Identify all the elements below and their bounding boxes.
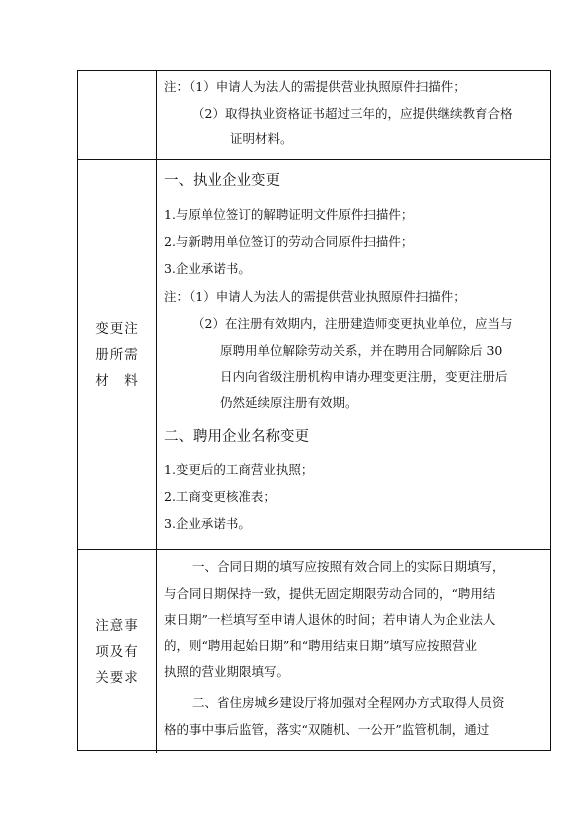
list-item: 1.变更后的工商营业执照； bbox=[164, 462, 314, 477]
row-content-cell bbox=[158, 160, 550, 550]
note-line: （2）取得执业资格证书超过三年的，应提供继续教育合格 bbox=[192, 106, 513, 121]
row-content-cell bbox=[158, 550, 550, 753]
paragraph-line: 束日期”一栏填写至申请人退休的时间；若申请人为企业法人 bbox=[164, 612, 496, 627]
table-row-notes bbox=[78, 71, 550, 159]
paragraph-line: 执照的营业期限填写。 bbox=[164, 664, 290, 679]
section-heading: 一、执业企业变更 bbox=[164, 173, 280, 189]
row-label: 注意事 项及有 关要求 bbox=[95, 617, 139, 686]
paragraph-line: 与合同日期保持一致，提供无固定期限劳动合同的，“聘用结 bbox=[164, 586, 496, 601]
row-content-cell bbox=[158, 71, 550, 159]
paragraph-line: 的，则“聘用起始日期”和“聘用结束日期”填写应按照营业 bbox=[164, 638, 478, 653]
note-line: 仍然延续原注册有效期。 bbox=[220, 395, 358, 410]
paragraph-line: 格的事中事后监管，落实“双随机、一公开”监管机制，通过 bbox=[164, 722, 490, 737]
note-line: 注：（1）申请人为法人的需提供营业执照原件扫描件； bbox=[164, 289, 466, 304]
note-line: 证明材料。 bbox=[230, 131, 293, 146]
row-label-cell bbox=[78, 71, 157, 159]
row-label-cell bbox=[78, 160, 157, 550]
section-heading: 二、聘用企业名称变更 bbox=[164, 429, 309, 445]
paragraph-line: 二、省住房城乡建设厅将加强对全程网办方式取得人员资 bbox=[192, 695, 505, 710]
list-item: 3.企业承诺书。 bbox=[164, 261, 251, 276]
note-line: 日内向省级注册机构申请办理变更注册，变更注册后 bbox=[220, 369, 508, 384]
note-line: 原聘用单位解除劳动关系，并在聘用合同解除后 30 bbox=[220, 343, 503, 358]
table-row-notes-requirements bbox=[78, 549, 550, 753]
list-item: 2.与新聘用单位签订的劳动合同原件扫描件； bbox=[164, 234, 414, 249]
note-line: 注：（1）申请人为法人的需提供营业执照原件扫描件； bbox=[164, 79, 466, 94]
table-row-change-materials bbox=[78, 159, 550, 550]
row-label-cell bbox=[78, 550, 157, 753]
list-item: 1.与原单位签订的解聘证明文件原件扫描件； bbox=[164, 207, 414, 222]
row-label: 变更注 册所需 材 料 bbox=[95, 321, 139, 389]
requirements-table bbox=[77, 70, 551, 751]
note-line: （2）在注册有效期内，注册建造师变更执业单位，应当与 bbox=[192, 316, 513, 331]
list-item: 3.企业承诺书。 bbox=[164, 516, 251, 531]
list-item: 2.工商变更核准表； bbox=[164, 489, 276, 504]
paragraph-line: 一、合同日期的填写应按照有效合同上的实际日期填写， bbox=[192, 559, 505, 574]
